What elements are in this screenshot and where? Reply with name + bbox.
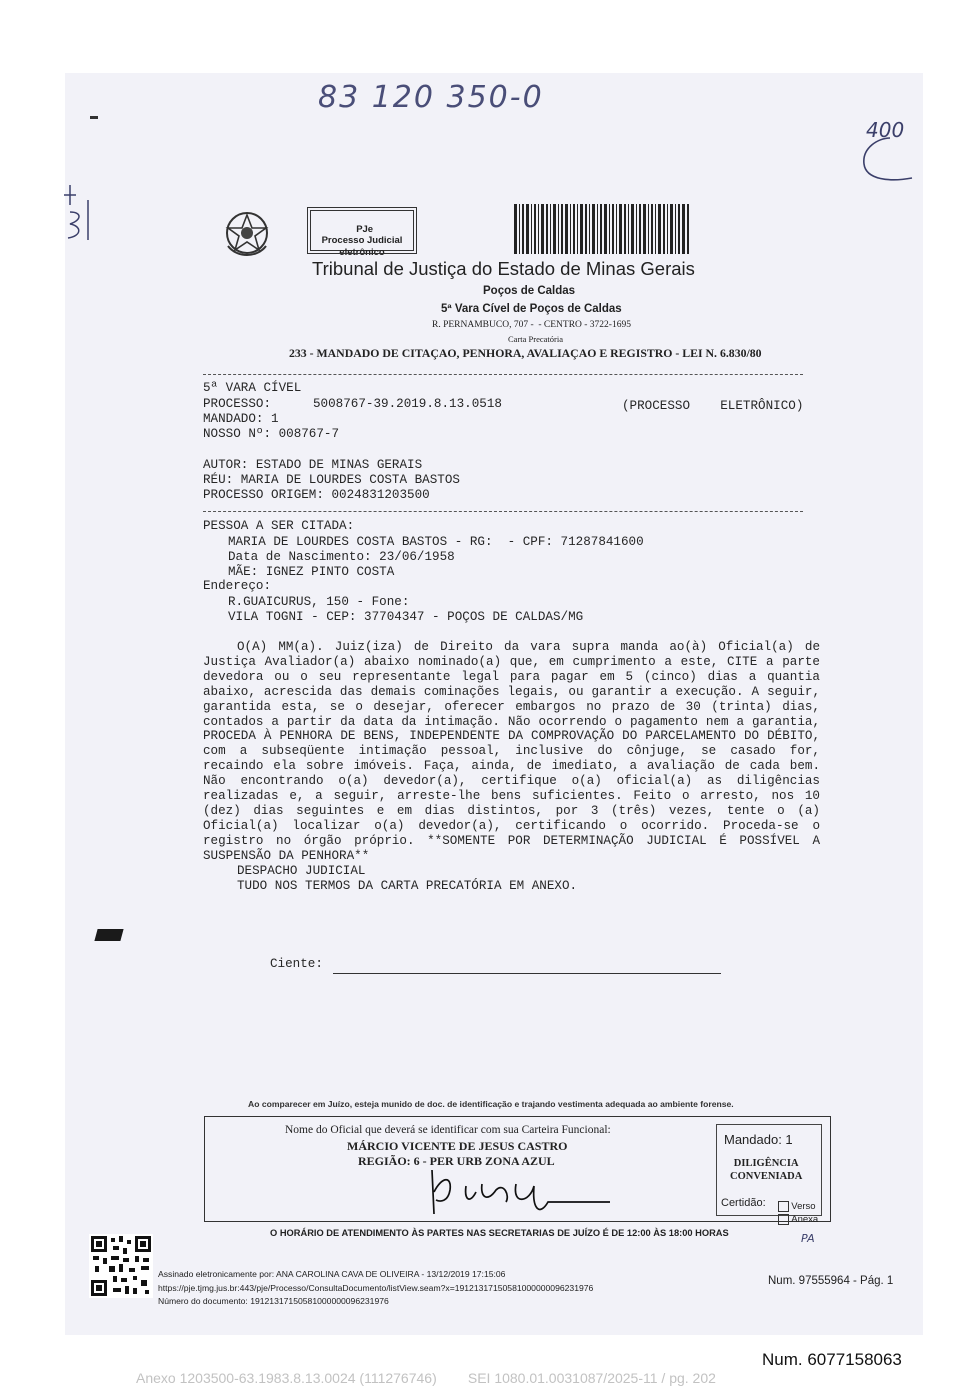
court-name: Tribunal de Justiça do Estado de Minas Gerais: [312, 258, 695, 279]
person-birth-line: Data de Nascimento: 23/06/1958: [228, 550, 455, 564]
coat-of-arms-icon: [222, 208, 272, 260]
page-number-inner: Num. 97555964 - Pág. 1: [768, 1275, 894, 1287]
handwritten-initials: PA: [801, 1232, 815, 1245]
scan-mark: [94, 929, 123, 941]
document-title: 233 - MANDADO DE CITAÇAO, PENHORA, AVALIAÇAO E REGISTRO - LEI N. 6.830/80: [289, 346, 762, 360]
vara-line: 5ª VARA CÍVEL: [203, 381, 302, 395]
officer-name: MÁRCIO VICENTE DE JESUS CASTRO: [347, 1139, 568, 1153]
anexa-checkbox[interactable]: [778, 1214, 789, 1225]
divider: [203, 374, 803, 375]
officer-intro: Nome do Oficial que deverá se identificar com sua Carteira Funcional:: [285, 1124, 611, 1136]
annex-footer: Anexo 1203500-63.1983.8.13.0024 (111276746) SEI 1080.01.0031087/2025-11 / pg. 202: [136, 1370, 716, 1386]
divider: [203, 511, 803, 512]
address-street: R.GUAICURUS, 150 - Fone:: [228, 595, 410, 609]
handwritten-margin-number: 400: [866, 118, 905, 142]
ciente-label: Ciente:: [270, 957, 323, 971]
barcode: [514, 204, 690, 254]
officer-region: REGIÃO: 6 - PER URB ZONA AZUL: [358, 1154, 555, 1168]
mandado-line: MANDADO: 1: [203, 412, 279, 426]
document-number-line: Número do documento: 19121317150581000000096231976: [158, 1296, 389, 1306]
person-heading: PESSOA A SER CITADA:: [203, 519, 355, 533]
processo-origem-line: PROCESSO ORIGEM: 0024831203500: [203, 488, 430, 502]
handwritten-margin-scribble: [60, 180, 100, 250]
address-district: VILA TOGNI - CEP: 37704347 - POÇOS DE CALDAS/MG: [228, 610, 584, 624]
pje-logo-box: [310, 210, 414, 258]
scan-speck: [90, 116, 98, 119]
document-url[interactable]: https://pje.tjmg.jus.br:443/pje/Processo/ConsultaDocumento/listView.seam?x=19121317150581000000096231976: [158, 1283, 594, 1293]
court-city: Poços de Caldas: [483, 285, 576, 297]
mandado-paragraph: O(A) MM(a). Juiz(iza) de Direito da vara supra manda ao(à) Oficial(a) de Justiça Avaliador(a) abaixo nominado(a) que, em cumprimento a este, CITE a parte devedora ou o seu representante legal para pagar em 5 (cinco) dias a quantia abaixo, acrescida das demais cominações legais, ou garantir a execução. A seguir, garantida esta, se o desejar, oferecer embargos no prazo de 30 (trinta) dias, contados a partir da data da intimação. Não ocorrendo o pagamento nem a garantia, PROCEDA À PENHORA DE BENS, INDEPENDENTE DA COMPROVAÇÃO DO PARCELAMENTO DO DÉBITO, com a subseqüente intimação pessoal, inclusive do cônjuge, se casado for, recaindo ela sobre imóveis. Faça, ainda, de imediato, a avaliação de cada bem. Não encontrando o(a) devedor(a), certifique o(a) oficial(a) as diligências realizadas e, a seguir, arreste-lhe bens suficientes. Feito o arresto, nos 10 (dez) dias seguintes e em dias distintos, por 3 (três) vezes, tente o (a) Oficial(a) localizar o(a) devedor(a), certificando o ocorrido. Proceda-se o registro no órgão próprio. **SOMENTE POR DETERMINAÇÃO JUDICIAL É POSSÍVEL A SUSPENSÃO DA PENHORA**: [203, 640, 820, 863]
document-subtitle: Carta Precatória: [508, 334, 563, 344]
forense-notice: Ao comparecer em Juízo, esteja munido de doc. de identificação e trajando vestimenta adequada ao ambiente forense.: [248, 1099, 734, 1109]
mandado-body: [203, 640, 820, 893]
nosso-numero-line: NOSSO Nº: 008767-7: [203, 427, 340, 441]
anexa-option: [773, 1203, 818, 1225]
person-mother-line: MÃE: IGNEZ PINTO COSTA: [228, 565, 395, 579]
qr-code: [89, 1234, 153, 1298]
horario-notice: O HORÁRIO DE ATENDIMENTO ÀS PARTES NAS SECRETARIAS DE JUÍZO É DE 12:00 ÀS 18:00 HORAS: [270, 1228, 729, 1238]
despacho-line: DESPACHO JUDICIAL: [237, 863, 366, 878]
reu-line: RÉU: MARIA DE LOURDES COSTA BASTOS: [203, 473, 460, 487]
signed-by-line: Assinado eletronicamente por: ANA CAROLINA CAVA DE OLIVEIRA - 13/12/2019 17:15:06: [158, 1269, 506, 1279]
mandado-number-label: Mandado: 1: [724, 1132, 793, 1147]
handwritten-process-number: 83 120 350-0: [318, 80, 544, 115]
officer-signature: [420, 1162, 620, 1222]
processo-label: PROCESSO:: [203, 397, 272, 411]
processo-type: (PROCESSO ELETRÔNICO): [622, 399, 804, 413]
handwritten-loop-mark: [850, 130, 920, 190]
pje-logo-text: PJe Processo Judicial eletrônico: [321, 223, 403, 258]
address-label: Endereço:: [203, 579, 272, 593]
certidao-label: Certidão:: [721, 1197, 766, 1209]
diligencia-label: DILIGÊNCIA CONVENIADA: [730, 1158, 803, 1182]
verso-label: Verso: [791, 1201, 816, 1213]
person-name-line: MARIA DE LOURDES COSTA BASTOS - RG: - CPF: 71287841600: [228, 535, 644, 549]
termos-line: TUDO NOS TERMOS DA CARTA PRECATÓRIA EM ANEXO.: [237, 878, 578, 893]
autor-line: AUTOR: ESTADO DE MINAS GERAIS: [203, 458, 423, 472]
page-num-footer: Num. 6077158063: [762, 1350, 902, 1369]
anexa-label: Anexa: [791, 1214, 819, 1226]
processo-number: 5008767-39.2019.8.13.0518: [313, 397, 502, 411]
ciente-signature-line: [333, 973, 721, 974]
court-vara: 5ª Vara Cível de Poços de Caldas: [441, 303, 622, 315]
court-address: R. PERNAMBUCO, 707 - - CENTRO - 3722-1695: [432, 320, 631, 330]
